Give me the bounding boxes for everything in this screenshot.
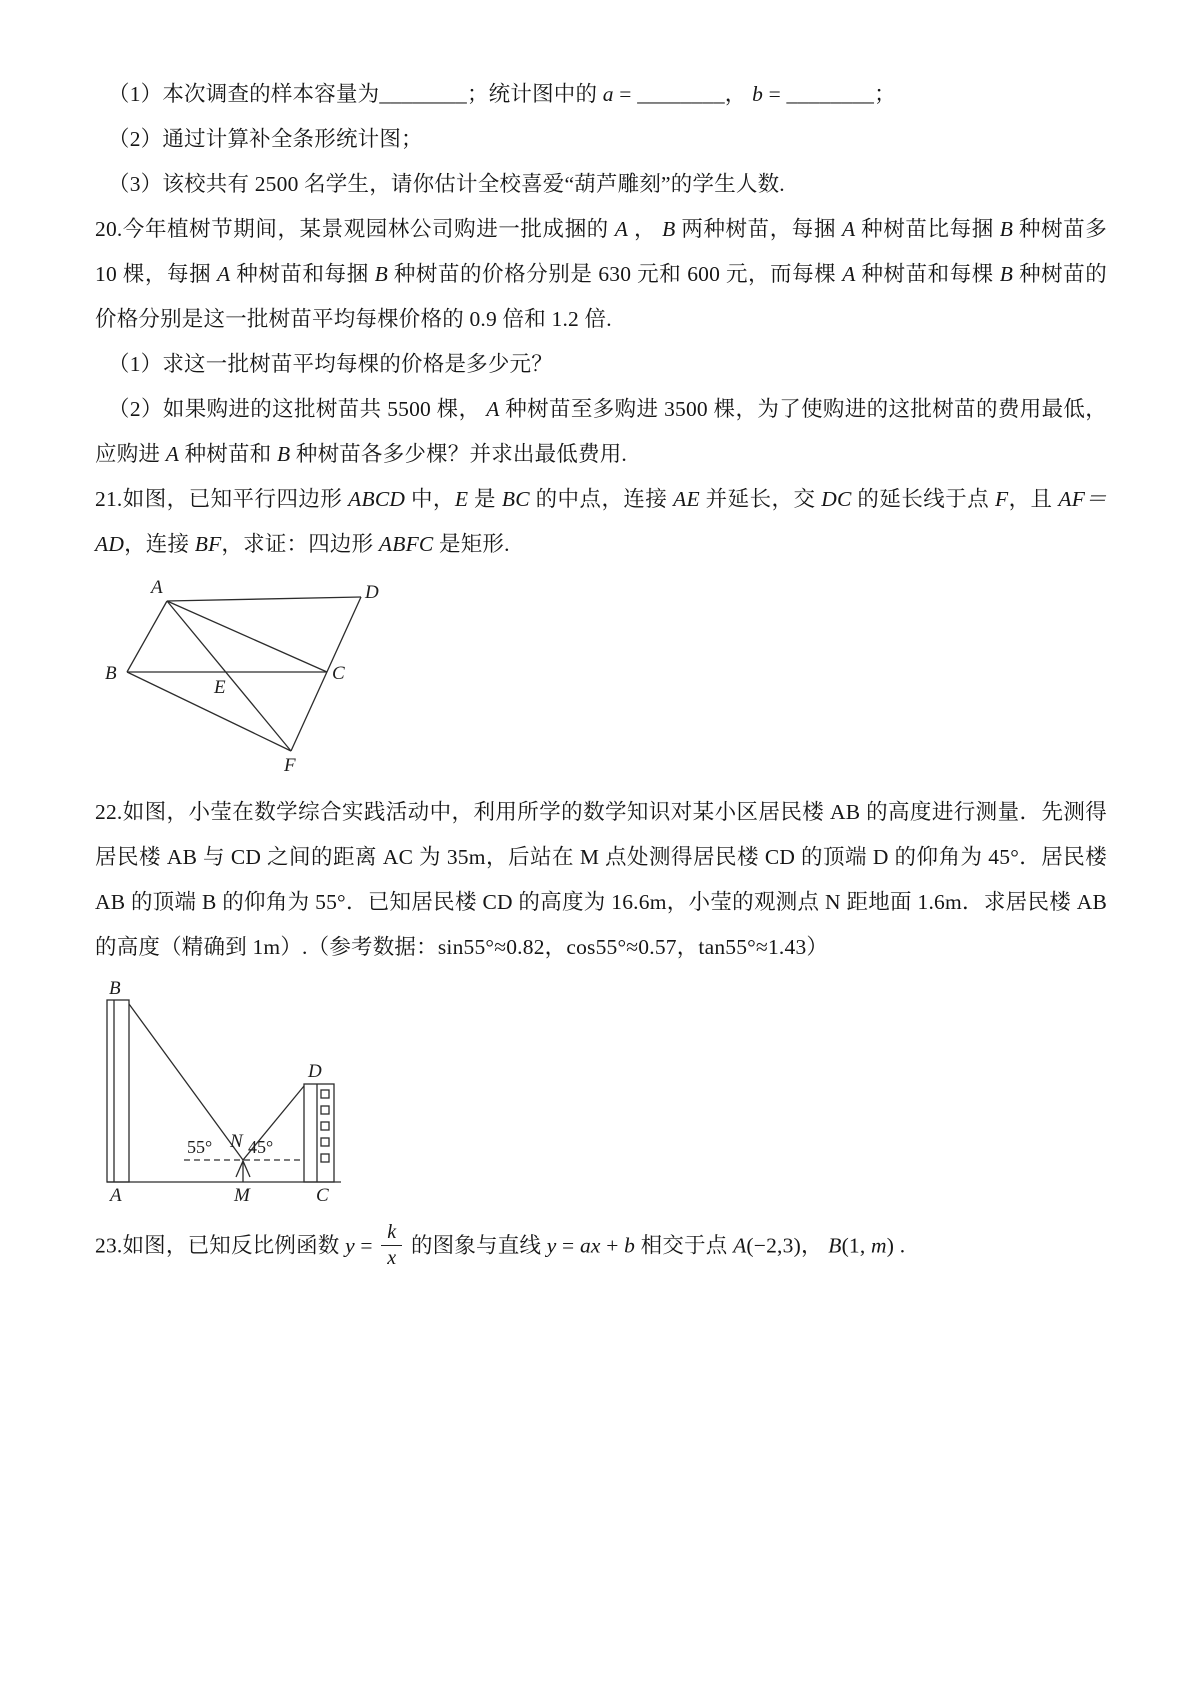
fraction: $\frac{k}{x}$ <box>381 1221 402 1270</box>
label-N: N <box>230 1131 243 1152</box>
diagonal-AC <box>167 601 327 672</box>
question-19-part2: （2）通过计算补全条形统计图； <box>108 127 423 151</box>
line-B-F <box>127 672 291 751</box>
question-20: 20.今年植树节期间，某景观园林公司购进一批成捆的 A ， B 两种树苗，每捆 A 种树苗比每捆 B 种树苗多 10 棵，每捆 A 种树苗和每捆 B 种树苗的价格分别是 630 元和 600 元，而每棵 A 种树苗和每棵 B 种树苗的价格分别是这一批树苗平均每棵价格的 0.9 倍和 1.2 倍. <box>95 217 1107 331</box>
window-icon <box>321 1154 329 1162</box>
question-19-part1: （1）本次调查的样本容量为________；统计图中的 a = ________， b = ________； <box>108 82 896 106</box>
label-A: A <box>151 577 163 598</box>
label-D: D <box>308 1061 322 1082</box>
label-angle-45: 45° <box>248 1137 274 1157</box>
label-angle-55: 55° <box>187 1137 213 1157</box>
question-20-part2: （2）如果购进的这批树苗共 5500 棵， A 种树苗至多购进 3500 棵，为了使购进的这批树苗的费用最低，应购进 A 种树苗和 B 种树苗各多少棵？并求出最低费用. <box>95 397 1107 466</box>
diagram-labels <box>108 980 329 1206</box>
label-B: B <box>105 663 117 684</box>
label-C: C <box>332 663 345 684</box>
label-E: E <box>214 677 226 698</box>
elevation-diagram <box>101 980 363 1212</box>
edge-AD <box>167 597 361 601</box>
parallelogram-lines <box>127 597 361 751</box>
window-icon <box>321 1090 329 1098</box>
question-19-part3: （3）该校共有 2500 名学生，请你估计全校喜爱“葫芦雕刻”的学生人数. <box>108 172 785 196</box>
label-C: C <box>316 1185 329 1206</box>
label-F: F <box>284 755 296 776</box>
building-CD <box>304 1084 334 1182</box>
parallelogram-labels <box>105 577 379 776</box>
window-icon <box>321 1106 329 1114</box>
label-M: M <box>234 1185 250 1206</box>
parallelogram-diagram <box>101 577 431 779</box>
line-D-C-F <box>291 597 361 751</box>
window-icon <box>321 1138 329 1146</box>
edge-AB <box>127 601 167 672</box>
window-icon <box>321 1122 329 1130</box>
figure-22-buildings <box>101 980 1107 1217</box>
exam-page <box>95 72 1107 1272</box>
label-D: D <box>365 582 379 603</box>
figure-21-parallelogram <box>101 577 1107 784</box>
question-22: 22.如图，小莹在数学综合实践活动中，利用所学的数学知识对某小区居民楼 AB 的高度进行测量．先测得居民楼 AB 与 CD 之间的距离 AC 为 35m，后站在 M 点处测得居民楼 CD 的顶端 D 的仰角为 45°．居民楼 AB 的顶端 B 的仰角为 55°．已知居民楼 CD 的高度为 16.6m，小莹的观测点 N 距地面 1.6m．求居民楼 AB 的高度（精确到 1m）.（参考数据：sin55°≈0.82，cos55°≈0.57，tan55°≈1.43） <box>95 800 1107 959</box>
question-20-part1: （1）求这一批树苗平均每棵的价格是多少元？ <box>108 352 553 376</box>
question-21: 21.如图，已知平行四边形 ABCD 中，E 是 BC 的中点，连接 AE 并延长，交 DC 的延长线于点 F，且 AF＝AD，连接 BF，求证：四边形 ABFC 是矩形. <box>95 487 1107 556</box>
diagram-lines <box>107 1000 341 1182</box>
label-B: B <box>109 980 121 999</box>
sightline-B-N <box>129 1004 243 1160</box>
question-23: 23.如图，已知反比例函数 y = $\frac{k}{x}$ 的图象与直线 y = ax + b 相交于点 A(−2,3)， B(1, m) . <box>95 1221 906 1269</box>
building-AB <box>107 1000 129 1182</box>
label-A: A <box>110 1185 122 1206</box>
line-A-E-F <box>167 601 291 751</box>
